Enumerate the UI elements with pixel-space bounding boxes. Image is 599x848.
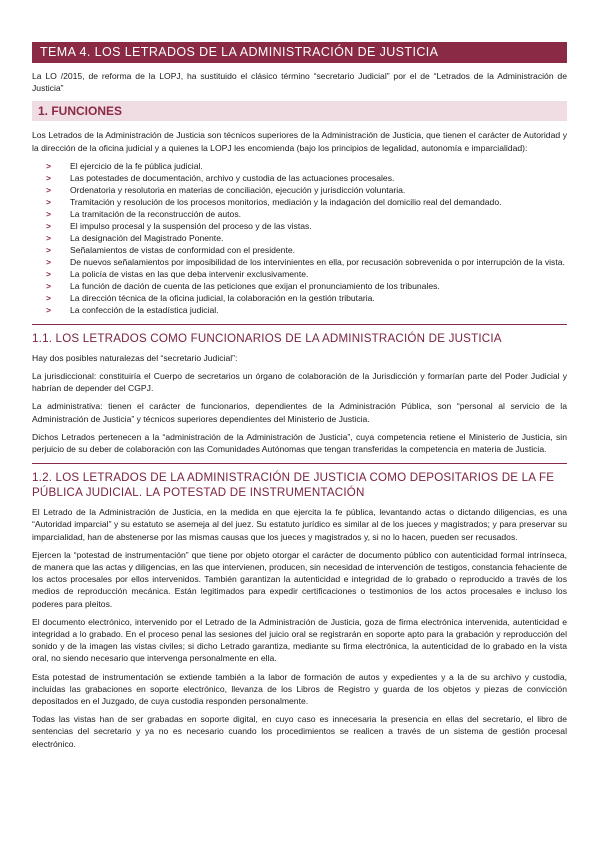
list-item: > De nuevos señalamientos por imposibilidad de los intervinientes en ella, por recusación sobrevenida o por interrupción de la vista. (46, 256, 565, 267)
section-heading-funciones: 1. FUNCIONES (32, 101, 567, 121)
arrow-bullet-icon: > (46, 268, 52, 279)
arrow-bullet-icon: > (46, 292, 52, 303)
arrow-bullet-icon: > (46, 304, 52, 315)
paragraph: La administrativa: tienen el carácter de funcionarios, dependientes de la Administración Pública, son “personal al servicio de la Administración de Justicia” y técnicos superiores dependientes del Ministerio de Justicia. (32, 401, 567, 424)
arrow-bullet-icon: > (46, 208, 52, 219)
list-item: > El ejercicio de la fe pública judicial. (46, 160, 203, 171)
arrow-bullet-icon: > (46, 256, 52, 267)
subsection-heading-funcionarios: 1.1. LOS LETRADOS COMO FUNCIONARIOS DE LA ADMINISTRACIÓN DE JUSTICIA (32, 324, 567, 346)
arrow-bullet-icon: > (46, 172, 52, 183)
list-item: > La designación del Magistrado Ponente. (46, 232, 224, 243)
list-item: > La confección de la estadística judicial. (46, 304, 219, 315)
arrow-bullet-icon: > (46, 220, 52, 231)
list-item: > Tramitación y resolución de los procesos monitorios, mediación y la indagación del domicilio real del demandado. (46, 196, 502, 207)
intro-paragraph: La LO /2015, de reforma de la LOPJ, ha sustituido el clásico término “secretario Judicial” por el de “Letrados de la Administración de Justicia” (32, 71, 567, 94)
paragraph: La jurisdiccional: constituiría el Cuerpo de secretarios un órgano de colaboración de la Jurisdicción y formarían parte del Poder Judicial y habrían de depender del CGPJ. (32, 371, 567, 394)
arrow-bullet-icon: > (46, 160, 52, 171)
paragraph: El documento electrónico, intervenido por el Letrado de la Administración de Justicia, goza de firma electrónica intervenida, autenticidad e integridad a lo grabado. En el proceso penal las sesiones del juicio oral se registrarán en soporte apto para la grabación y reproducción del sonido y de la imagen las vistas civiles; si dicho Letrado garantiza, mediante su firma electrónica, la autenticidad de lo grabado en la vista oral, no siendo necesario que intervenga personalmente en ella. (32, 616, 567, 664)
list-item: > La dirección técnica de la oficina judicial, la colaboración en la gestión tributaria. (46, 292, 375, 303)
arrow-bullet-icon: > (46, 232, 52, 243)
paragraph: Esta potestad de instrumentación se extiende también a la labor de formación de autos y expedientes y a la de su archivo y custodia, incluidas las grabaciones en soporte electrónico, llevanza de los Libros de Registro y guarda de los objetos y piezas de convicción depositados en el Juzgado, de cuya custodia responden personalmente. (32, 671, 567, 707)
chapter-title: TEMA 4. LOS LETRADOS DE LA ADMINISTRACIÓN DE JUSTICIA (32, 42, 567, 63)
arrow-bullet-icon: > (46, 184, 52, 195)
list-item: > Ordenatoria y resolutoria en materias de conciliación, ejecución y jurisdicción voluntaria. (46, 184, 406, 195)
paragraph: Dichos Letrados pertenecen a la “administración de la Administración de Justicia”, cuya competencia retiene el Ministerio de Justicia, sin perjuicio de su deber de colaboración con las Comunidades Autónomas que tengan transferidas la competencia en materia de Justicia. (32, 431, 567, 455)
list-item: > La tramitación de la reconstrucción de autos. (46, 208, 242, 219)
paragraph: Ejercen la “potestad de instrumentación” que tiene por objeto otorgar el carácter de documento público con autenticidad formal intrínseca, de manera que las actas y diligencias, en las que intervienen, producen, sin necesidad de intervención de testigos, constancia fehaciente de los actos procesales por ellos intervenidos. También garantizan la autenticidad e integridad de lo grabado o reproducido a través de los medios de reproducción mecánica. Están legitimados para expedir certificaciones o testimonios de los actos procesales e incluso los poderes para pleitos. (32, 549, 567, 609)
functions-list (32, 160, 567, 316)
arrow-bullet-icon: > (46, 196, 52, 207)
list-item: > Las potestades de documentación, archivo y custodia de las actuaciones procesales. (46, 172, 395, 183)
arrow-bullet-icon: > (46, 280, 52, 291)
paragraph: Todas las vistas han de ser grabadas en soporte digital, en cuyo caso es innecesaria la presencia en ellas del secretario, el libro de sentencias del secretario y ya no es necesario cuando los procedimientos se realicen a través de un sistema de gestión procesal electrónico. (32, 714, 567, 749)
list-item: > El impulso procesal y la suspensión del proceso y de las vistas. (46, 220, 312, 231)
list-item: > La policía de vistas en las que deba intervenir exclusivamente. (46, 268, 309, 279)
section1-paragraph: Los Letrados de la Administración de Justicia son técnicos superiores de la Administración de Justicia, que tienen el carácter de Autoridad y la dirección de la oficina judicial y a quienes la LOPJ les encomienda (bajo los principios de legalidad, autonomía e imparcialidad): (32, 130, 567, 153)
list-item: > La función de dación de cuenta de las peticiones que exijan el pronunciamiento de los tribunales. (46, 280, 440, 291)
list-item: > Señalamientos de vistas de conformidad con el presidente. (46, 244, 296, 255)
subsection-heading-fe-publica: 1.2. LOS LETRADOS DE LA ADMINISTRACIÓN DE JUSTICIA COMO DEPOSITARIOS DE LA FE PÚBLICA JUDICIAL. LA POTESTAD DE INSTRUMENTACIÓN (32, 463, 567, 500)
arrow-bullet-icon: > (46, 244, 52, 255)
paragraph: Hay dos posibles naturalezas del “secretario Judicial”: (32, 352, 238, 363)
paragraph: El Letrado de la Administración de Justicia, en la medida en que ejercita la fe pública, levantando actas o dictando diligencias, es una “Autoridad imparcial” y su estatuto se asemeja al del juez. Su estatuto jurídico es similar al de los jueces y magistrados; y para preservar su imparcialidad, han de abstenerse por las mismas causas que los jueces y magistrados y, si no lo hacen, pueden ser recusados. (32, 507, 567, 542)
